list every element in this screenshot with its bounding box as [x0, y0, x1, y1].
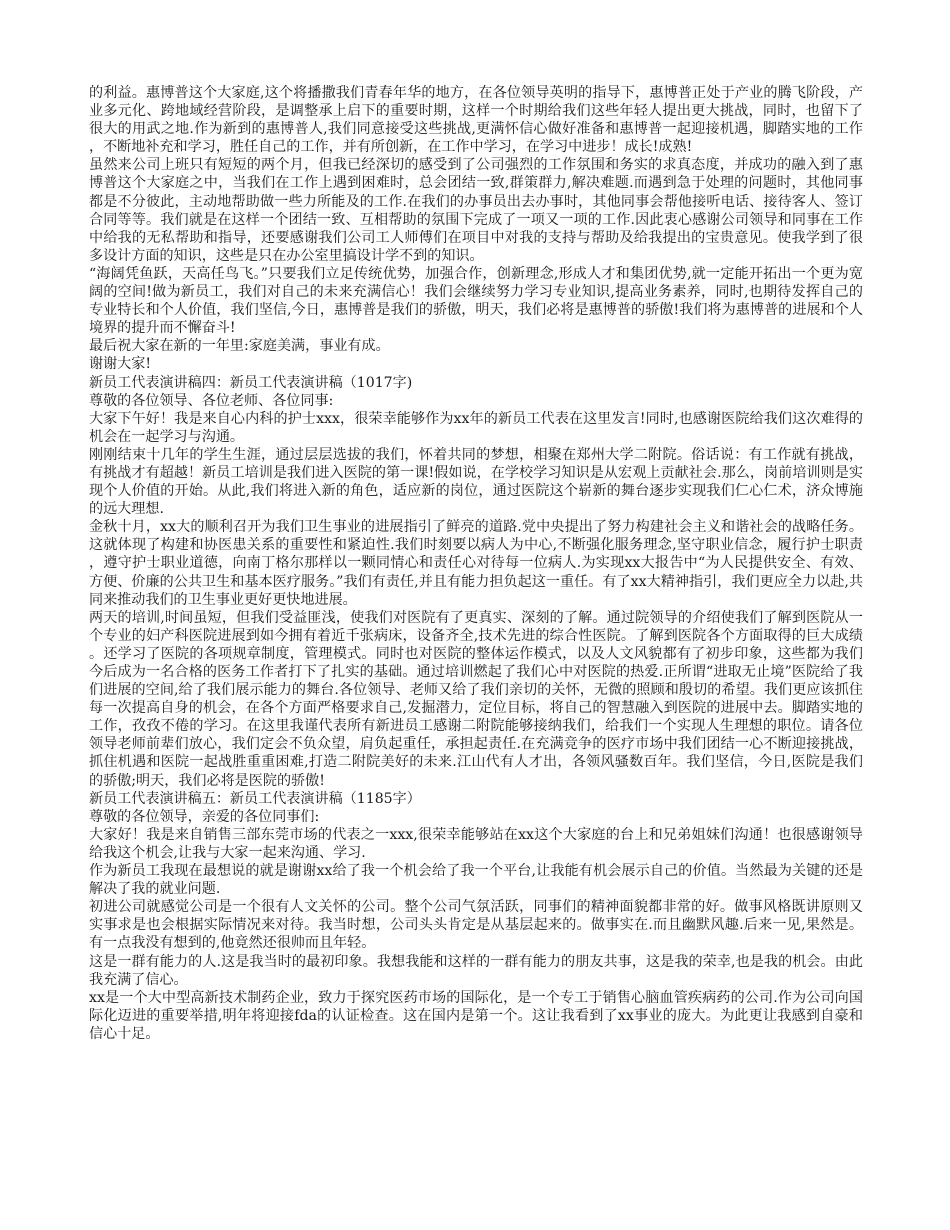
paragraph: 金秋十月，xx大的顺利召开为我们卫生事业的进展指引了鲜亮的道路.党中央提出了努力构建社会主义和谐社会的战略任务。这就体现了构建和协医患关系的重要性和紧迫性.我们时刻要以病人为中心,不断强化服务理念,坚守职业信念，履行护士职责，遵守护士职业道德，向南丁格尔那样以一颗同情心和责任心对待每一位病人.为实现xx大报告中“为人民提供安全、有效、方便、价廉的公共卫生和基本医疗服务。”我们有责任,并且有能力担负起这一重任。有了xx大精神指引，我们更应全力以赴,共同来推动我们的卫生事业更好更快地进展。 [89, 519, 863, 608]
paragraph: 刚刚结束十几年的学生生涯，通过层层选拔的我们，怀着共同的梦想，相聚在郑州大学二附院。俗话说：有工作就有挑战，有挑战才有超越！新员工培训是我们进入医院的第一课!假如说，在学校学习知识是从宏观上贡献社会.那么，岗前培训则是实现个人价值的开始。从此,我们将进入新的角色，适应新的岗位，通过医院这个崭新的舞台逐步实现我们仁心仁术，济众博施的远大理想. [89, 446, 863, 518]
paragraph: 虽然来公司上班只有短短的两个月，但我已经深切的感受到了公司强烈的工作氛围和务实的求真态度，并成功的融入到了惠博普这个大家庭之中，当我们在工作上遇到困难时，总会团结一致,群策群力,解决难题.而遇到急于处理的问题时，其他同事都是不分彼此，主动地帮助做一些力所能及的工作.在我们的办事员出去办事时，其他同事会帮他接听电话、接待客人、签订合同等等。我们就是在这样一个团结一致、互相帮助的氛围下完成了一项又一项的工作.因此衷心感谢公司领导和同事在工作中给我的无私帮助和指导，还要感谢我们公司工人师傅们在项目中对我的支持与帮助及给我提出的宝贵意见。使我学到了很多设计方面的知识，这些是只在办公室里搞设计学不到的知识。 [89, 157, 863, 264]
paragraph: 最后祝大家在新的一年里:家庭美满，事业有成。 [89, 338, 390, 355]
section-heading: 新员工代表演讲稿四：新员工代表演讲稿（1017字) [89, 374, 413, 391]
paragraph: 大家好！我是来自销售三部东莞市场的代表之一xxx,很荣幸能够站在xx这个大家庭的台上和兄弟姐妹们沟通！也很感谢领导给我这个机会,让我与大家一起来沟通、学习. [89, 826, 863, 861]
salutation: 尊敬的各位领导，亲爱的各位同事们: [89, 808, 320, 825]
paragraph: 两天的培训,时间虽短，但我们受益匪浅，使我们对医院有了更真实、深刻的了解。通过院领导的介绍使我们了解到医院从一个专业的妇产科医院进展到如今拥有着近千张病床，设备齐全,技术先进的综合性医院。了解到医院各个方面取得的巨大成绩。还学习了医院的各项规章制度，管理模式。同时也对医院的整体运作模式，以及人文风貌都有了初步印象，这些都为我们今后成为一名合格的医务工作者打下了扎实的基础。通过培训燃起了我们心中对医院的热爱.正所谓“进取无止境”医院给了我们进展的空间,给了我们展示能力的舞台.各位领导、老师又给了我们亲切的关怀，无微的照顾和殷切的希望。我们更应该抓住每一次提高自身的机会，在各个方面严格要求自己,发掘潜力，定位目标，将自己的智慧融入到医院的进展中去。脚踏实地的工作，孜孜不倦的学习。在这里我谨代表所有新进员工感谢二附院能够接纳我们，给我们一个实现人生理想的职位。请各位领导老师前辈们放心，我们定会不负众望，肩负起重任，承担起责任.在充满竞争的医疗市场中我们团结一心不断迎接挑战，抓住机遇和医院一起战胜重重困难,打造二附院美好的未来.江山代有人才出，各领风骚数百年。我们坚信，今日,医院是我们的骄傲;明天，我们必将是医院的骄傲! [89, 609, 863, 789]
paragraph: 大家下午好！我是来自心内科的护士xxx，很荣幸能够作为xx年的新员工代表在这里发言!同时,也感谢医院给我们这次难得的机会在一起学习与沟通。 [89, 410, 863, 445]
paragraph: 谢谢大家! [89, 356, 152, 373]
document-body [89, 84, 863, 1043]
paragraph: 的利益。惠博普这个大家庭,这个将播撒我们青春年华的地方，在各位领导英明的指导下，惠博普正处于产业的腾飞阶段，产业多元化、跨地域经营阶段，是调整承上启下的重要时期，这样一个时期给我们这些年轻人提出更大挑战，同时，也留下了很大的用武之地.作为新到的惠博普人,我们同意接受这些挑战,更满怀信心做好准备和惠博普一起迎接机遇，脚踏实地的工作，不断地补充和学习，胜任自己的工作，并有所创新，在工作中学习，在学习中进步！成长!成熟! [89, 85, 863, 156]
paragraph: “海阔凭鱼跃，天高任鸟飞。”只要我们立足传统优势，加强合作，创新理念,形成人才和集团优势,就一定能开拓出一个更为宽阔的空间!做为新员工，我们对自己的未来充满信心！我们会继续努力学习专业知识,提高业务素养，同时,也期待发挥自己的专业特长和个人价值，我们坚信,今日，惠博普是我们的骄傲，明天，我们必将是惠博普的骄傲!我们将为惠博普的进展和个人境界的提升而不懈奋斗! [89, 265, 863, 337]
section-heading: 新员工代表演讲稿五：新员工代表演讲稿（1185字） [89, 790, 421, 807]
paragraph: xx是一个大中型高新技术制药企业，致力于探究医药市场的国际化，是一个专工于销售心脑血管疾病药的公司.作为公司向国际化迈进的重要举措,明年将迎接fda的认证检查。这在国内是第一个。这让我看到了xx事业的庞大。为此更让我感到自豪和信心十足。 [89, 989, 863, 1042]
paragraph: 这是一群有能力的人.这是我当时的最初印象。我想我能和这样的一群有能力的朋友共事，这是我的荣幸,也是我的机会。由此我充满了信心。 [89, 953, 863, 988]
paragraph: 作为新员工我现在最想说的就是谢谢xx给了我一个机会给了我一个平台,让我能有机会展示自己的价值。当然最为关键的还是解决了我的就业问题. [89, 863, 863, 898]
paragraph: 初进公司就感觉公司是一个很有人文关怀的公司。整个公司气氛活跃，同事们的精神面貌都非常的好。做事风格既讲原则又实事求是也会根据实际情况来对待。我当时想，公司头头肯定是从基层起来的。做事实在.而且幽默风趣.后来一见,果然是。有一点我没有想到的,他竟然还很帅而且年轻。 [89, 899, 863, 952]
salutation: 尊敬的各位领导、各位老师、各位同事: [89, 392, 334, 409]
